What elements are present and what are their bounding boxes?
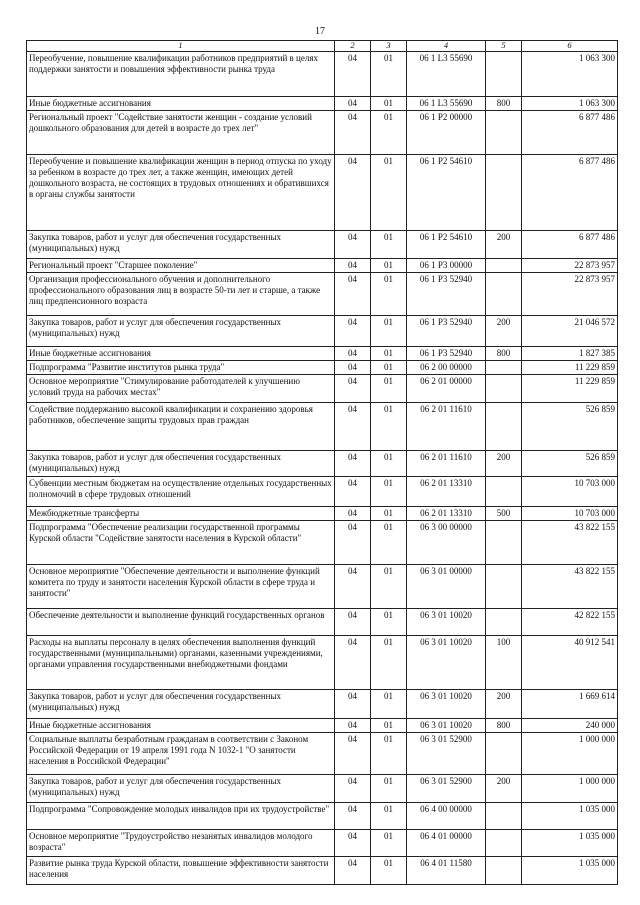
row-amount-cell: 1 669 614	[522, 690, 618, 719]
table-row	[27, 609, 618, 636]
table-row	[27, 403, 618, 451]
row-section-cell: 04	[335, 565, 371, 609]
row-name-cell: Субвенции местным бюджетам на осуществление отдельных государственных полномочий в сфере трудовых отношений	[27, 477, 335, 507]
row-expense-type-cell	[486, 403, 522, 451]
row-expense-type-cell: 800	[486, 97, 522, 111]
row-amount-cell: 6 877 486	[522, 155, 618, 231]
row-amount-cell: 22 873 957	[522, 259, 618, 273]
row-expense-type-cell	[486, 375, 522, 403]
row-name-cell: Подпрограмма "Развитие институтов рынка труда"	[27, 361, 335, 375]
row-name-cell: Закупка товаров, работ и услуг для обеспечения государственных (муниципальных) нужд	[27, 775, 335, 803]
row-expense-type-cell	[486, 609, 522, 636]
row-subsection-cell: 01	[371, 803, 407, 830]
row-section-cell: 04	[335, 316, 371, 347]
row-target-article-cell: 06 4 01 00000	[407, 830, 486, 857]
row-target-article-cell: 06 4 01 11580	[407, 857, 486, 885]
row-target-article-cell: 06 4 00 00000	[407, 803, 486, 830]
row-amount-cell: 10 703 000	[522, 507, 618, 521]
row-subsection-cell: 01	[371, 347, 407, 361]
row-target-article-cell: 06 3 01 52900	[407, 775, 486, 803]
row-expense-type-cell	[486, 477, 522, 507]
row-section-cell: 04	[335, 733, 371, 775]
row-amount-cell: 1 035 000	[522, 830, 618, 857]
table-row	[27, 259, 618, 273]
row-amount-cell: 526 859	[522, 403, 618, 451]
table-row	[27, 155, 618, 231]
row-name-cell: Основное мероприятие "Трудоустройство незанятых инвалидов молодого возраста"	[27, 830, 335, 857]
row-expense-type-cell: 200	[486, 775, 522, 803]
row-subsection-cell: 01	[371, 521, 407, 565]
row-section-cell: 04	[335, 273, 371, 316]
table-row	[27, 775, 618, 803]
row-name-cell: Переобучение и повышение квалификации женщин в период отпуска по уходу за ребенком в возрасте до трех лет, а также женщин, имеющих детей дошкольного возраста, не состоящих в трудовых отношениях и обратившихся в органы службы занятости	[27, 155, 335, 231]
header-cell: 5	[486, 41, 522, 52]
row-target-article-cell: 06 1 P2 54610	[407, 155, 486, 231]
row-expense-type-cell	[486, 111, 522, 155]
row-name-cell: Основное мероприятие "Обеспечение деятельности и выполнение функций комитета по труду и занятости населения Курской области в сфере труда и занятости"	[27, 565, 335, 609]
row-amount-cell: 1 000 000	[522, 733, 618, 775]
table-row	[27, 719, 618, 733]
row-section-cell: 04	[335, 375, 371, 403]
table-header-row	[27, 41, 618, 52]
row-amount-cell: 22 873 957	[522, 273, 618, 316]
table-row	[27, 636, 618, 690]
row-expense-type-cell: 500	[486, 507, 522, 521]
row-amount-cell: 11 229 859	[522, 361, 618, 375]
row-section-cell: 04	[335, 259, 371, 273]
row-name-cell: Развитие рынка труда Курской области, повышение эффективности занятости населения	[27, 857, 335, 885]
row-section-cell: 04	[335, 111, 371, 155]
row-name-cell: Основное мероприятие "Стимулирование работодателей к улучшению условий труда на рабочих местах"	[27, 375, 335, 403]
row-subsection-cell: 01	[371, 155, 407, 231]
row-section-cell: 04	[335, 521, 371, 565]
table-row	[27, 507, 618, 521]
row-subsection-cell: 01	[371, 451, 407, 477]
row-section-cell: 04	[335, 507, 371, 521]
row-target-article-cell: 06 2 01 11610	[407, 403, 486, 451]
row-name-cell: Переобучение, повышение квалификации работников предприятий в целях поддержки занятости и повышения эффективности рынка труда	[27, 52, 335, 97]
row-section-cell: 04	[335, 477, 371, 507]
row-target-article-cell: 06 1 P3 52940	[407, 316, 486, 347]
table-row	[27, 733, 618, 775]
row-subsection-cell: 01	[371, 733, 407, 775]
header-cell: 2	[335, 41, 371, 52]
header-cell: 4	[407, 41, 486, 52]
row-amount-cell: 6 877 486	[522, 111, 618, 155]
row-name-cell: Региональный проект "Содействие занятости женщин - создание условий дошкольного образования для детей в возрасте до трех лет"	[27, 111, 335, 155]
row-target-article-cell: 06 3 00 00000	[407, 521, 486, 565]
row-target-article-cell: 06 1 L3 55690	[407, 52, 486, 97]
row-name-cell: Обеспечение деятельности и выполнение функций государственных органов	[27, 609, 335, 636]
table-row	[27, 231, 618, 259]
row-target-article-cell: 06 3 01 10020	[407, 719, 486, 733]
row-section-cell: 04	[335, 361, 371, 375]
row-section-cell: 04	[335, 155, 371, 231]
row-target-article-cell: 06 3 01 10020	[407, 690, 486, 719]
row-target-article-cell: 06 1 P2 54610	[407, 231, 486, 259]
table-row	[27, 857, 618, 885]
row-subsection-cell: 01	[371, 52, 407, 97]
row-subsection-cell: 01	[371, 609, 407, 636]
row-subsection-cell: 01	[371, 259, 407, 273]
row-name-cell: Иные бюджетные ассигнования	[27, 347, 335, 361]
row-target-article-cell: 06 2 00 00000	[407, 361, 486, 375]
row-amount-cell: 1 063 300	[522, 52, 618, 97]
header-cell: 3	[371, 41, 407, 52]
row-target-article-cell: 06 3 01 10020	[407, 636, 486, 690]
row-target-article-cell: 06 2 01 13310	[407, 507, 486, 521]
table-row	[27, 97, 618, 111]
row-expense-type-cell	[486, 803, 522, 830]
table-row	[27, 111, 618, 155]
table-row	[27, 347, 618, 361]
table-row	[27, 361, 618, 375]
page-number: 17	[315, 26, 325, 37]
row-target-article-cell: 06 3 01 52900	[407, 733, 486, 775]
row-name-cell: Организация профессионального обучения и дополнительного профессионального образования лиц в возрасте 50-ти лет и старше, а также лиц предпенсионного возраста	[27, 273, 335, 316]
row-subsection-cell: 01	[371, 636, 407, 690]
row-name-cell: Иные бюджетные ассигнования	[27, 97, 335, 111]
row-subsection-cell: 01	[371, 403, 407, 451]
row-subsection-cell: 01	[371, 690, 407, 719]
row-section-cell: 04	[335, 97, 371, 111]
row-expense-type-cell	[486, 521, 522, 565]
row-target-article-cell: 06 1 P3 52940	[407, 347, 486, 361]
row-subsection-cell: 01	[371, 231, 407, 259]
row-subsection-cell: 01	[371, 507, 407, 521]
row-subsection-cell: 01	[371, 477, 407, 507]
row-section-cell: 04	[335, 231, 371, 259]
row-amount-cell: 42 822 155	[522, 609, 618, 636]
table-row	[27, 521, 618, 565]
row-target-article-cell: 06 1 L3 55690	[407, 97, 486, 111]
row-amount-cell: 526 859	[522, 451, 618, 477]
row-subsection-cell: 01	[371, 361, 407, 375]
row-section-cell: 04	[335, 403, 371, 451]
row-amount-cell: 6 877 486	[522, 231, 618, 259]
row-amount-cell: 1 827 385	[522, 347, 618, 361]
row-expense-type-cell	[486, 830, 522, 857]
row-subsection-cell: 01	[371, 775, 407, 803]
row-amount-cell: 43 822 155	[522, 521, 618, 565]
row-expense-type-cell	[486, 155, 522, 231]
row-name-cell: Подпрограмма "Сопровождение молодых инвалидов при их трудоустройстве"	[27, 803, 335, 830]
row-expense-type-cell: 200	[486, 231, 522, 259]
row-amount-cell: 240 000	[522, 719, 618, 733]
row-expense-type-cell: 200	[486, 451, 522, 477]
row-subsection-cell: 01	[371, 719, 407, 733]
row-section-cell: 04	[335, 690, 371, 719]
row-expense-type-cell	[486, 565, 522, 609]
row-subsection-cell: 01	[371, 97, 407, 111]
row-section-cell: 04	[335, 719, 371, 733]
row-name-cell: Социальные выплаты безработным гражданам в соответствии с Законом Российской Федерации от 19 апреля 1991 года N 1032-1 "О занятости населения в Российской Федерации"	[27, 733, 335, 775]
table-row	[27, 375, 618, 403]
table-row	[27, 690, 618, 719]
row-subsection-cell: 01	[371, 316, 407, 347]
row-expense-type-cell: 200	[486, 690, 522, 719]
table-row	[27, 52, 618, 97]
row-subsection-cell: 01	[371, 857, 407, 885]
row-name-cell: Региональный проект "Старшее поколение"	[27, 259, 335, 273]
row-subsection-cell: 01	[371, 375, 407, 403]
table-row	[27, 803, 618, 830]
row-expense-type-cell: 800	[486, 347, 522, 361]
row-amount-cell: 10 703 000	[522, 477, 618, 507]
row-amount-cell: 1 000 000	[522, 775, 618, 803]
row-amount-cell: 1 035 000	[522, 857, 618, 885]
row-name-cell: Закупка товаров, работ и услуг для обеспечения государственных (муниципальных) нужд	[27, 451, 335, 477]
table-row	[27, 316, 618, 347]
row-section-cell: 04	[335, 451, 371, 477]
table-row	[27, 451, 618, 477]
row-expense-type-cell: 100	[486, 636, 522, 690]
row-name-cell: Расходы на выплаты персоналу в целях обеспечения выполнения функций государственными (муниципальными) органами, казенными учреждениями, органами управления государственными внебюджетными фондами	[27, 636, 335, 690]
row-subsection-cell: 01	[371, 273, 407, 316]
row-amount-cell: 40 912 541	[522, 636, 618, 690]
row-section-cell: 04	[335, 347, 371, 361]
row-expense-type-cell	[486, 273, 522, 316]
row-target-article-cell: 06 1 P3 52940	[407, 273, 486, 316]
row-name-cell: Содействие поддержанию высокой квалификации и сохранению здоровья работников, обеспечение защиты трудовых прав граждан	[27, 403, 335, 451]
row-amount-cell: 43 822 155	[522, 565, 618, 609]
row-name-cell: Подпрограмма "Обеспечение реализации государственной программы Курской области "Содействие занятости населения в Курской области"	[27, 521, 335, 565]
row-expense-type-cell	[486, 733, 522, 775]
row-name-cell: Закупка товаров, работ и услуг для обеспечения государственных (муниципальных) нужд	[27, 690, 335, 719]
row-target-article-cell: 06 3 01 10020	[407, 609, 486, 636]
row-subsection-cell: 01	[371, 111, 407, 155]
row-expense-type-cell	[486, 857, 522, 885]
row-section-cell: 04	[335, 830, 371, 857]
row-expense-type-cell	[486, 52, 522, 97]
table-row	[27, 477, 618, 507]
row-subsection-cell: 01	[371, 565, 407, 609]
table-row	[27, 273, 618, 316]
row-section-cell: 04	[335, 857, 371, 885]
row-name-cell: Закупка товаров, работ и услуг для обеспечения государственных (муниципальных) нужд	[27, 316, 335, 347]
row-subsection-cell: 01	[371, 830, 407, 857]
row-expense-type-cell	[486, 361, 522, 375]
row-name-cell: Межбюджетные трансферты	[27, 507, 335, 521]
row-target-article-cell: 06 2 01 11610	[407, 451, 486, 477]
row-amount-cell: 1 035 000	[522, 803, 618, 830]
row-section-cell: 04	[335, 636, 371, 690]
header-cell: 6	[522, 41, 618, 52]
row-name-cell: Иные бюджетные ассигнования	[27, 719, 335, 733]
row-target-article-cell: 06 1 P2 00000	[407, 111, 486, 155]
row-target-article-cell: 06 2 01 13310	[407, 477, 486, 507]
row-expense-type-cell: 200	[486, 316, 522, 347]
row-target-article-cell: 06 2 01 00000	[407, 375, 486, 403]
row-expense-type-cell	[486, 259, 522, 273]
row-section-cell: 04	[335, 609, 371, 636]
row-section-cell: 04	[335, 775, 371, 803]
budget-table	[26, 40, 618, 885]
table-row	[27, 565, 618, 609]
row-expense-type-cell: 800	[486, 719, 522, 733]
row-target-article-cell: 06 1 P3 00000	[407, 259, 486, 273]
row-amount-cell: 21 046 572	[522, 316, 618, 347]
header-cell: 1	[27, 41, 335, 52]
row-section-cell: 04	[335, 803, 371, 830]
row-name-cell: Закупка товаров, работ и услуг для обеспечения государственных (муниципальных) нужд	[27, 231, 335, 259]
row-amount-cell: 11 229 859	[522, 375, 618, 403]
row-target-article-cell: 06 3 01 00000	[407, 565, 486, 609]
table-row	[27, 830, 618, 857]
row-section-cell: 04	[335, 52, 371, 97]
row-amount-cell: 1 063 300	[522, 97, 618, 111]
